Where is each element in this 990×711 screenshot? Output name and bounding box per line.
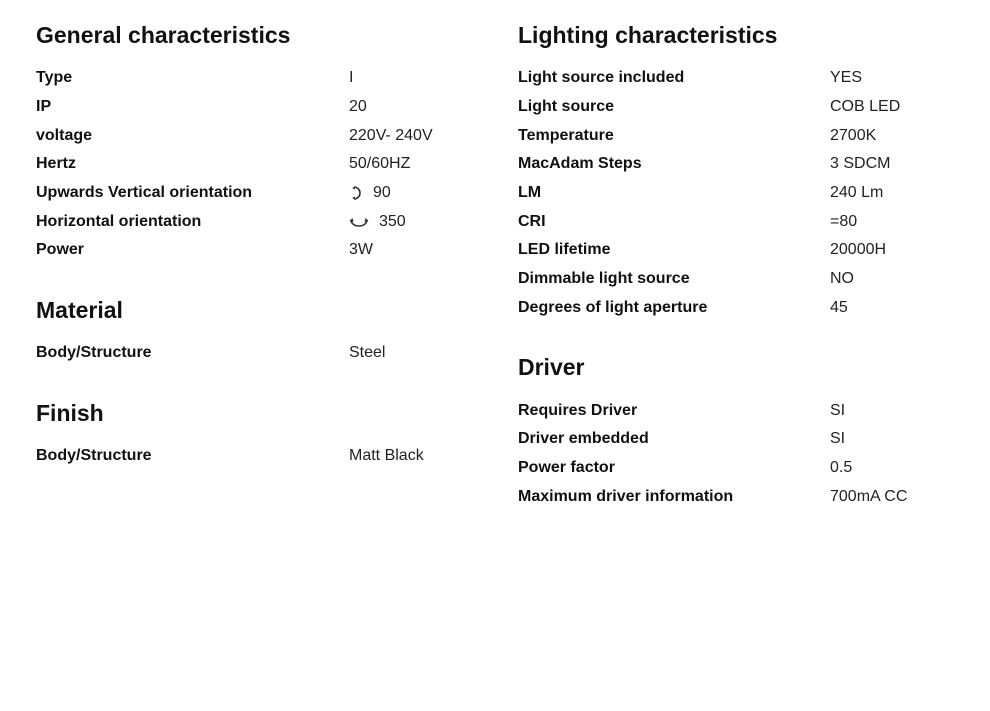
vertical-rotation-icon xyxy=(349,185,365,201)
general-section xyxy=(36,20,476,265)
spec-value: SI xyxy=(830,401,846,419)
spec-value: Matt Black xyxy=(349,446,424,464)
material-section xyxy=(36,295,476,368)
spec-row-voltage xyxy=(36,121,476,150)
section-title: Driver xyxy=(518,354,585,381)
spec-label: Upwards Vertical orientation xyxy=(36,184,253,202)
spec-value: 240 Lm xyxy=(830,184,884,202)
spec-value: I xyxy=(349,69,354,87)
spec-label: LM xyxy=(518,184,542,202)
spec-row-power xyxy=(36,236,476,265)
spec-row-dimmable xyxy=(518,265,958,294)
spec-label: LED lifetime xyxy=(518,241,611,259)
spec-label: Power factor xyxy=(518,458,615,476)
spec-label: Temperature xyxy=(518,126,614,144)
spec-row-light-source-included xyxy=(518,64,958,93)
spec-list xyxy=(36,442,476,471)
section-title: General characteristics xyxy=(36,22,291,48)
spec-value: YES xyxy=(830,69,863,87)
spec-value: 45 xyxy=(830,298,848,316)
spec-list xyxy=(36,64,476,265)
spec-label: Body/Structure xyxy=(36,344,152,362)
spec-label: Driver embedded xyxy=(518,430,649,448)
finish-section xyxy=(36,398,476,471)
spec-label: MacAdam Steps xyxy=(518,155,642,173)
spec-row-lm xyxy=(518,179,958,208)
spec-row-body-structure xyxy=(36,442,476,471)
spec-row-macadam-steps xyxy=(518,150,958,179)
spec-row-ip xyxy=(36,93,476,122)
spec-label: Horizontal orientation xyxy=(36,212,202,230)
left-column xyxy=(36,20,476,470)
spec-row-light-source xyxy=(518,93,958,122)
driver-section xyxy=(518,352,958,511)
spec-label: Dimmable light source xyxy=(518,270,690,288)
right-column xyxy=(518,20,958,511)
spec-row-led-lifetime xyxy=(518,236,958,265)
spec-row-body-structure xyxy=(36,339,476,368)
spec-value: 20 xyxy=(349,98,367,116)
spec-value: NO xyxy=(830,270,854,288)
spec-list xyxy=(518,64,958,322)
spec-label: voltage xyxy=(36,126,93,144)
spec-label: Requires Driver xyxy=(518,401,638,419)
spec-value-text: 90 xyxy=(373,184,391,202)
spec-row-requires-driver xyxy=(518,396,958,425)
spec-value: COB LED xyxy=(830,98,901,116)
spec-value: 3W xyxy=(349,241,373,259)
spec-value xyxy=(349,184,391,202)
spec-label: Power xyxy=(36,241,85,259)
spec-value: Steel xyxy=(349,344,386,362)
spec-row-type xyxy=(36,64,476,93)
spec-row-power-factor xyxy=(518,454,958,483)
spec-row-temperature xyxy=(518,121,958,150)
spec-list xyxy=(36,339,476,368)
spec-value: 3 SDCM xyxy=(830,155,891,173)
horizontal-rotation-icon xyxy=(349,214,369,230)
spec-label: Type xyxy=(36,69,73,87)
spec-row-horizontal-orientation xyxy=(36,207,476,236)
spec-row-hertz xyxy=(36,150,476,179)
spec-value: 220V- 240V xyxy=(349,126,433,144)
spec-label: IP xyxy=(36,98,52,116)
section-title: Finish xyxy=(36,399,104,426)
spec-label: Body/Structure xyxy=(36,446,152,464)
spec-label: CRI xyxy=(518,212,546,230)
lighting-section xyxy=(518,20,958,322)
spec-label: Hertz xyxy=(36,155,77,173)
spec-row-max-driver-info xyxy=(518,482,958,511)
spec-label: Maximum driver information xyxy=(518,487,734,505)
spec-row-driver-embedded xyxy=(518,425,958,454)
spec-value: 50/60HZ xyxy=(349,155,411,173)
spec-value: 700mA CC xyxy=(830,487,908,505)
spec-label: Light source included xyxy=(518,69,685,87)
spec-value: 20000H xyxy=(830,241,887,259)
spec-label: Degrees of light aperture xyxy=(518,298,708,316)
section-title: Material xyxy=(36,296,123,323)
section-title: Lighting characteristics xyxy=(518,22,778,48)
spec-value: SI xyxy=(830,430,846,448)
spec-value-text: 350 xyxy=(379,212,406,230)
spec-value: =80 xyxy=(830,212,858,230)
spec-value: 2700K xyxy=(830,126,877,144)
spec-value: 0.5 xyxy=(830,458,853,476)
spec-value xyxy=(349,213,406,231)
spec-list xyxy=(518,396,958,511)
spec-label: Light source xyxy=(518,98,615,116)
spec-row-vertical-orientation xyxy=(36,179,476,208)
spec-row-light-aperture xyxy=(518,294,958,323)
spec-row-cri xyxy=(518,207,958,236)
